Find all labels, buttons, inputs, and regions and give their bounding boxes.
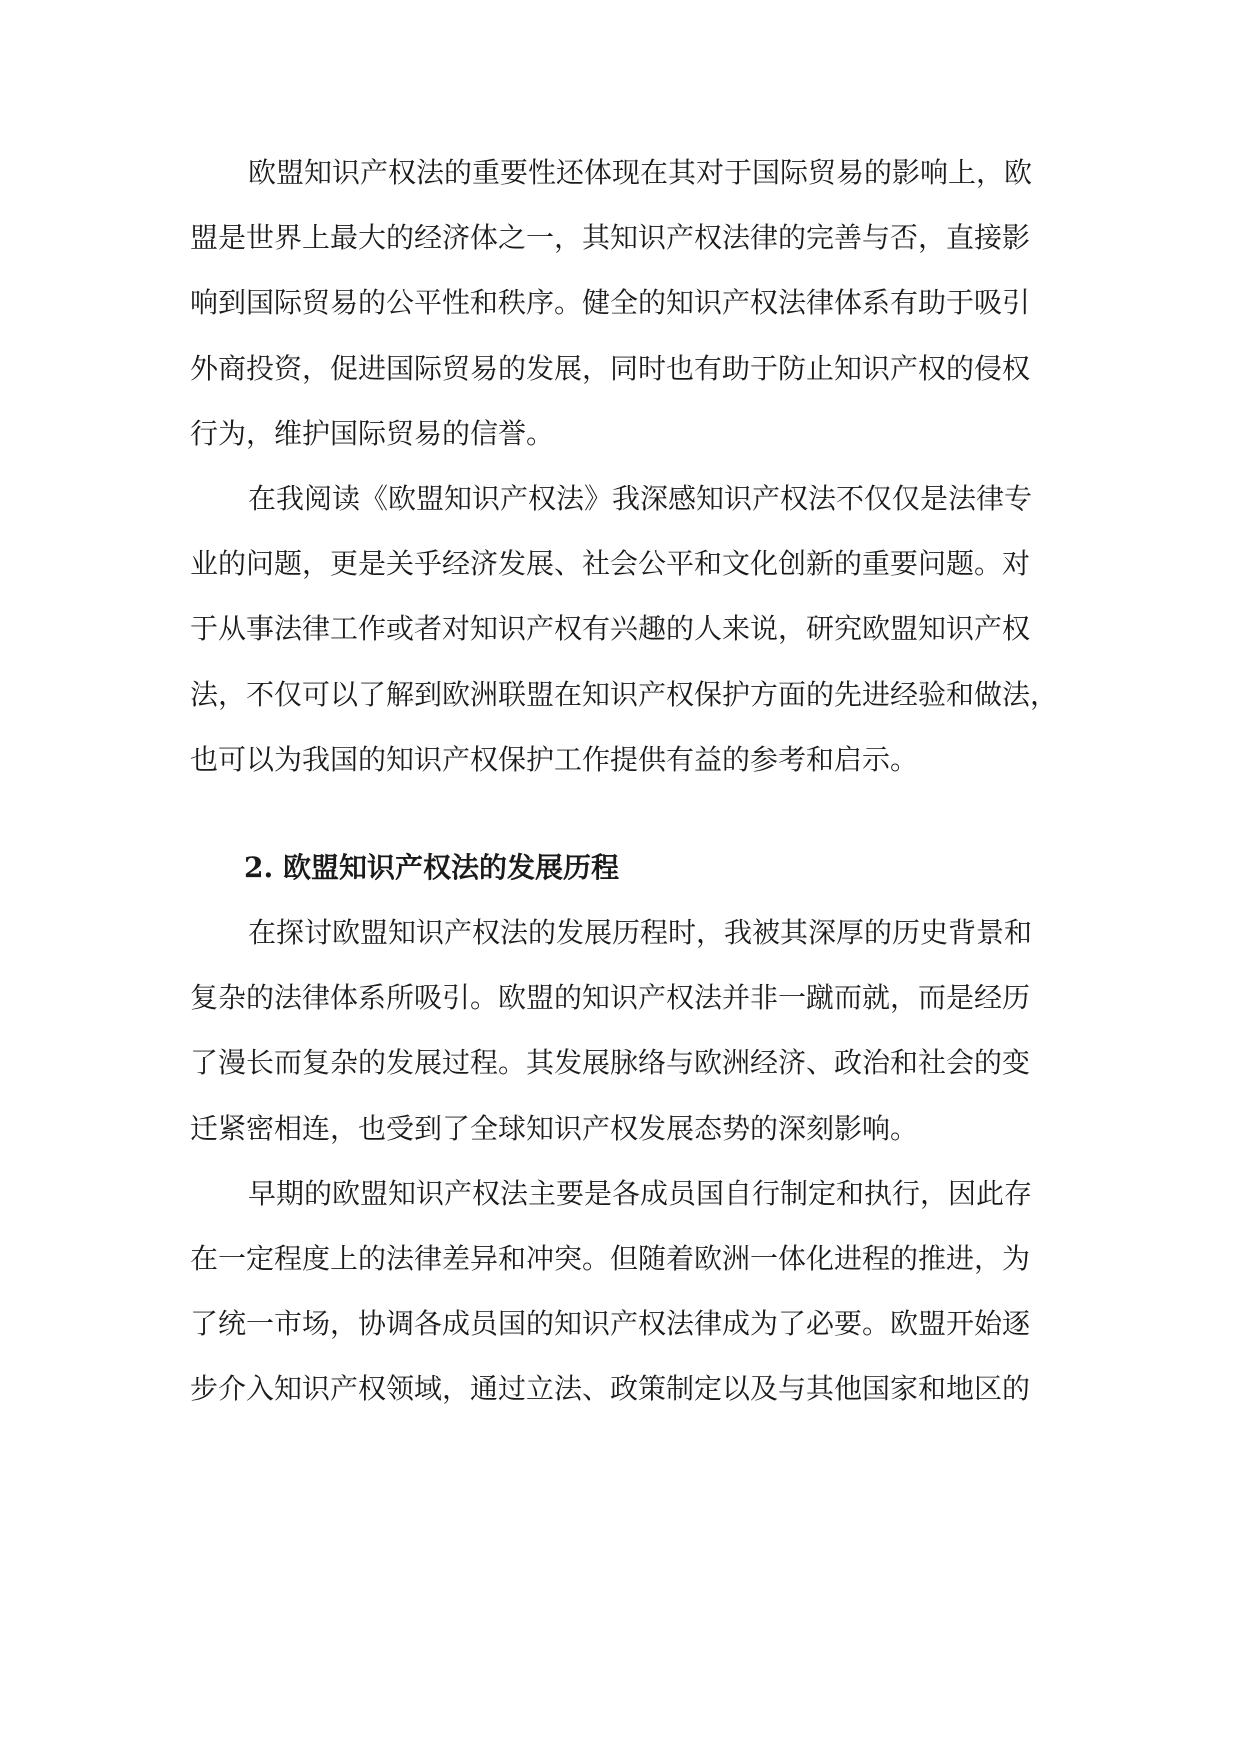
text-line: 复杂的法律体系所吸引。欧盟的知识产权法并非一蹴而就，而是经历 (190, 981, 1031, 1015)
text-line: 于从事法律工作或者对知识产权有兴趣的人来说，研究欧盟知识产权 (190, 612, 1031, 646)
text-line: 盟是世界上最大的经济体之一，其知识产权法律的完善与否，直接影 (190, 221, 1031, 255)
text-line: 行为，维护国际贸易的信誉。 (190, 416, 555, 450)
paragraph-early-law (190, 1161, 1056, 1422)
text-line: 迁紧密相连，也受到了全球知识产权发展态势的深刻影响。 (190, 1111, 919, 1145)
text-line: 在我阅读《欧盟知识产权法》我深感知识产权法不仅仅是法律专 (248, 482, 1033, 516)
text-line: 步介入知识产权领域，通过立法、政策制定以及与其他国家和地区的 (190, 1372, 1031, 1406)
paragraph-development-history (190, 900, 1056, 1161)
section-heading: 2. 欧盟知识产权法的发展历程 (244, 851, 619, 885)
text-line: 欧盟知识产权法的重要性还体现在其对于国际贸易的影响上，欧 (248, 156, 1033, 189)
text-line: 法，不仅可以了解到欧洲联盟在知识产权保护方面的先进经验和做法， (190, 677, 1059, 711)
text-line: 在探讨欧盟知识产权法的发展历程时，我被其深厚的历史背景和 (248, 916, 1033, 950)
text-line: 在一定程度上的法律差异和冲突。但随着欧洲一体化进程的推进，为 (190, 1242, 1031, 1276)
text-line: 响到国际贸易的公平性和秩序。健全的知识产权法律体系有助于吸引 (190, 286, 1031, 320)
text-line: 了漫长而复杂的发展过程。其发展脉络与欧洲经济、政治和社会的变 (190, 1046, 1031, 1080)
paragraph-trade-impact (190, 140, 1056, 466)
text-line: 了统一市场，协调各成员国的知识产权法律成为了必要。欧盟开始逐 (190, 1307, 1031, 1341)
text-line: 业的问题，更是关乎经济发展、社会公平和文化创新的重要问题。对 (190, 547, 1031, 581)
paragraph-reading-reflection (190, 466, 1059, 792)
text-line: 也可以为我国的知识产权保护工作提供有益的参考和启示。 (190, 742, 919, 776)
document-page (190, 140, 1059, 1422)
text-line: 早期的欧盟知识产权法主要是各成员国自行制定和执行，因此存 (248, 1176, 1033, 1210)
text-line: 外商投资，促进国际贸易的发展，同时也有助于防止知识产权的侵权 (190, 351, 1031, 385)
